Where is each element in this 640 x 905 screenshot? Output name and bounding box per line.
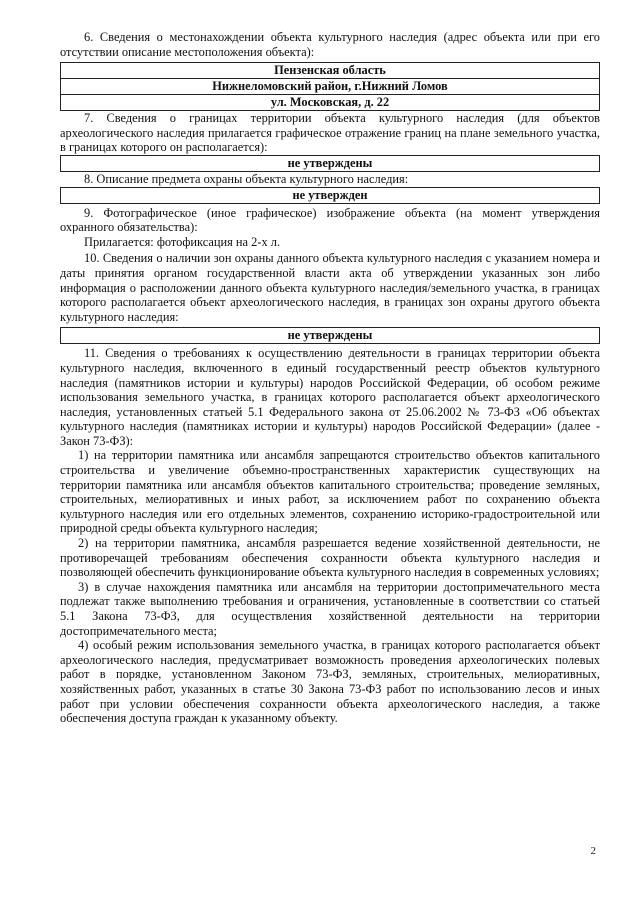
requirement-1: 1) на территории памятника или ансамбля запрещаются строительство объектов капитального строительства и увеличение объемно-пространственных характеристик существующих на территории памятника или ансамбля объектов капитального строительства; проведение земляных, строительных, мелиоративных и иных работ, за исключением работ по сохранению объекта культурного наследия или его отдельных элементов, сохранению историко-градостроительной или природной среды объекта культурного наследия; [60,448,600,536]
item-10-value: не утверждены [60,327,600,344]
item-6-text: 6. Сведения о местонахождении объекта культурного наследия (адрес объекта или при его отсутствии описание местоположения объекта): [60,30,600,59]
page-number: 2 [590,845,596,857]
item-7-text: 7. Сведения о границах территории объекта культурного наследия (для объектов археологического наследия прилагается графическое отражение границ на плане земельного участка, в границах которого он располагается): [60,111,600,155]
item-9-text: 9. Фотографическое (иное графическое) изображение объекта (на момент утверждения охранного обязательства): [60,205,600,235]
requirement-3: 3) в случае нахождения памятника или ансамбля на территории достопримечательного места подлежат также выполнению требования и ограничения, установленные в соответствии со статьей 5.1 Закона 73-ФЗ, для осуществления хозяйственной деятельности на территории достопримечательного места; [60,579,600,638]
item-11-text: 11. Сведения о требованиях к осуществлению деятельности в границах территории объекта культурного наследия, включенного в единый государственный реестр объектов культурного наследия (памятников истории и культуры) народов Российской Федерации, об особом режиме использования земельного участка, в границах которого располагается объект археологического наследия, установленных статьей 5.1 Федерального закона от 25.06.2002 № 73-ФЗ «Об объектах культурного наследия (памятниках истории и культуры) народов Российской Федерации» (далее - Закон 73-ФЗ): [60,346,600,448]
item-10-text: 10. Сведения о наличии зон охраны данного объекта культурного наследия с указанием номера и даты принятия органом государственной власти акта об утверждении указанных зон либо информация о расположении данного объекта культурного наследия/земельного участка, в границах которого располагается объект археологического наследия, в границах зон охраны другого объекта культурного наследия: [60,251,600,324]
item-9-attachment: Прилагается: фотофиксация на 2-х л. [84,234,281,249]
item-7-value: не утверждены [60,155,600,172]
address-street: ул. Московская, д. 22 [60,95,600,111]
requirement-2: 2) на территории памятника, ансамбля разрешается ведение хозяйственной деятельности, не противоречащей требованиям обеспечения сохранности объекта культурного наследия и позволяющей обеспечить функционирование объекта культурного наследия в современных условиях; [60,536,600,580]
address-district: Нижнеломовский район, г.Нижний Ломов [60,79,600,95]
address-region: Пензенская область [60,62,600,79]
requirement-4: 4) особый режим использования земельного участка, в границах которого располагается объект археологического наследия, предусматривает возможность проведения археологических полевых работ в порядке, установленном Законом 73-ФЗ, земляных, строительных, мелиоративных, хозяйственных работ, указанных в статье 30 Закона 73-ФЗ работ по использованию лесов и иных работ при условии обеспечения сохранности объекта археологического наследия, а также обеспечения доступа граждан к указанному объекту. [60,638,600,726]
item-8-text: 8. Описание предмета охраны объекта культурного наследия: [84,171,409,186]
item-8-value: не утвержден [60,187,600,204]
document-page [60,30,600,726]
